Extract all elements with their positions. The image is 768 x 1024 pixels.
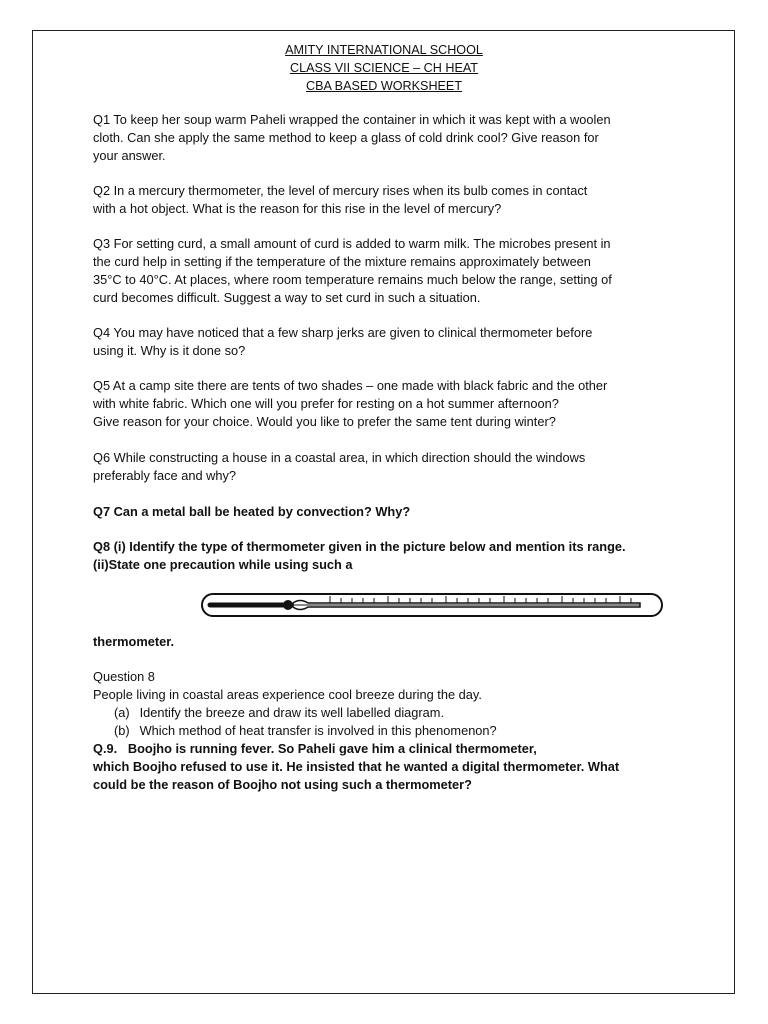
question-6: Q6 While constructing a house in a coastal area, in which direction should the windows preferably face and why? <box>93 450 586 483</box>
clinical-thermometer-image <box>200 588 666 624</box>
question-8-b: (b) Which method of heat transfer is involved in this phenomenon? <box>114 722 497 738</box>
question-8-intro: People living in coastal areas experience cool breeze during the day. <box>93 686 482 702</box>
worksheet-title: CBA BASED WORKSHEET <box>305 79 463 93</box>
question-8-part-1: Q8 (i) Identify the type of thermometer given in the picture below and mention its range. (ii)State one precaution while using such a <box>93 539 626 572</box>
question-1: Q1 To keep her soup warm Paheli wrapped the container in which it was kept with a woolen cloth. Can she apply the same method to keep a glass of cold drink cool? Give reason for your answer. <box>93 112 611 163</box>
question-5: Q5 At a camp site there are tents of two shades – one made with black fabric and the other with white fabric. Which one will you prefer for resting on a hot summer afternoon? Give reason for your choice. Would you like to prefer the same tent during winter? <box>93 378 608 429</box>
question-9: Q.9. Boojho is running fever. So Paheli gave him a clinical thermometer, which Boojho refused to use it. He insisted that he wanted a digital thermometer. What could be the reason of Boojho not using such a thermometer? <box>93 741 620 792</box>
question-4: Q4 You may have noticed that a few sharp jerks are given to clinical thermometer before using it. Why is it done so? <box>93 325 593 358</box>
class-subject-line: CLASS VII SCIENCE – CH HEAT <box>289 61 479 75</box>
question-8-part-2: thermometer. <box>93 634 175 649</box>
question-8-block <box>93 668 683 740</box>
question-2: Q2 In a mercury thermometer, the level of mercury rises when its bulb comes in contact with a hot object. What is the reason for this rise in the level of mercury? <box>93 183 588 216</box>
question-7: Q7 Can a metal ball be heated by convection? Why? <box>93 504 411 519</box>
school-name: AMITY INTERNATIONAL SCHOOL <box>285 43 483 57</box>
question-3: Q3 For setting curd, a small amount of curd is added to warm milk. The microbes present in the curd help in setting if the temperature of the mixture remains approximately between 35°C to 40°C. At places, where room temperature remains much below the range, setting of curd becomes difficult. Suggest a way to set curd in such a situation. <box>93 236 612 305</box>
question-8-a: (a) Identify the breeze and draw its well labelled diagram. <box>114 704 445 720</box>
question-8-title: Question 8 <box>93 669 155 684</box>
